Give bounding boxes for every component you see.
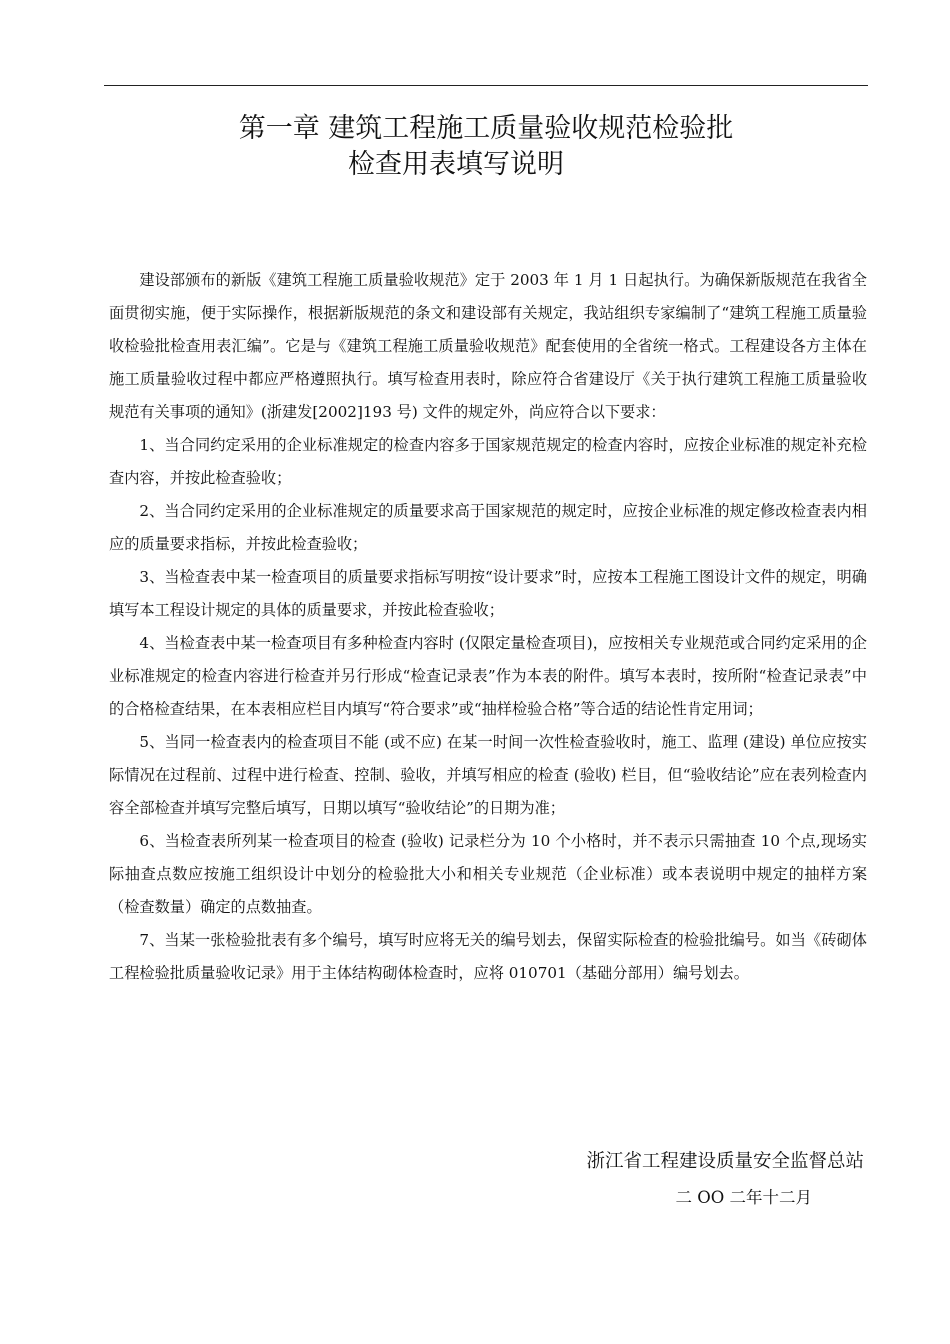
issuer-signature: 浙江省工程建设质量安全监督总站	[586, 1151, 864, 1172]
intro-paragraph: 建设部颁布的新版《建筑工程施工质量验收规范》定于 2003 年 1 月 1 日起执行。为确保新版规范在我省全面贯彻实施，便于实际操作，根据新版规范的条文和建设部有关规定，我站组织专家编制了“建筑工程施工质量验收检验批检查用表汇编”。它是与《建筑工程施工质量验收规范》配套使用的全省统一格式。工程建设各方主体在施工质量验收过程中都应严格遵照执行。填写检查用表时，除应符合省建设厅《关于执行建筑工程施工质量验收规范有关事项的通知》(浙建发[2002]193 号) 文件的规定外，尚应符合以下要求：	[109, 271, 867, 421]
requirement-item-3: 3、当检查表中某一检查项目的质量要求指标写明按“设计要求”时，应按本工程施工图设计文件的规定，明确填写本工程设计规定的具体的质量要求，并按此检查验收；	[109, 568, 867, 619]
requirement-item-7: 7、当某一张检验批表有多个编号，填写时应将无关的编号划去，保留实际检查的检验批编号。如当《砖砌体工程检验批质量验收记录》用于主体结构砌体检查时，应将 010701（基础分部用）编号划去。	[109, 931, 867, 982]
requirement-item-1: 1、当合同约定采用的企业标准规定的检查内容多于国家规范规定的检查内容时，应按企业标准的规定补充检查内容，并按此检查验收；	[109, 436, 867, 487]
requirement-item-5: 5、当同一检查表内的检查项目不能 (或不应) 在某一时间一次性检查验收时，施工、监理 (建设) 单位应按实际情况在过程前、过程中进行检查、控制、验收，并填写相应的检查 (验收) 栏目，但“验收结论”应在表列检查内容全部检查并填写完整后填写，日期以填写“验收结论”的日期为准；	[109, 733, 867, 817]
header-rule	[104, 85, 868, 86]
chapter-title-line2: 检查用表填写说明	[348, 149, 564, 180]
chapter-title-line1: 第一章 建筑工程施工质量验收规范检验批	[238, 113, 734, 144]
requirement-item-6: 6、当检查表所列某一检查项目的检查 (验收) 记录栏分为 10 个小格时，并不表示只需抽查 10 个点,现场实际抽查点数应按施工组织设计中划分的检验批大小和相关专业规范（企业标准）或本表说明中规定的抽样方案（检查数量）确定的点数抽查。	[109, 832, 867, 916]
document-body	[109, 264, 867, 990]
requirement-item-2: 2、当合同约定采用的企业标准规定的质量要求高于国家规范的规定时，应按企业标准的规定修改检查表内相应的质量要求指标，并按此检查验收；	[109, 502, 867, 553]
issue-date: 二 OO 二年十二月	[675, 1188, 812, 1207]
requirement-item-4: 4、当检查表中某一检查项目有多种检查内容时 (仅限定量检查项目)，应按相关专业规范或合同约定采用的企业标准规定的检查内容进行检查并另行形成“检查记录表”作为本表的附件。填写本表时，按所附“检查记录表”中的合格检查结果，在本表相应栏目内填写“符合要求”或“抽样检验合格”等合适的结论性肯定用词；	[109, 634, 867, 718]
